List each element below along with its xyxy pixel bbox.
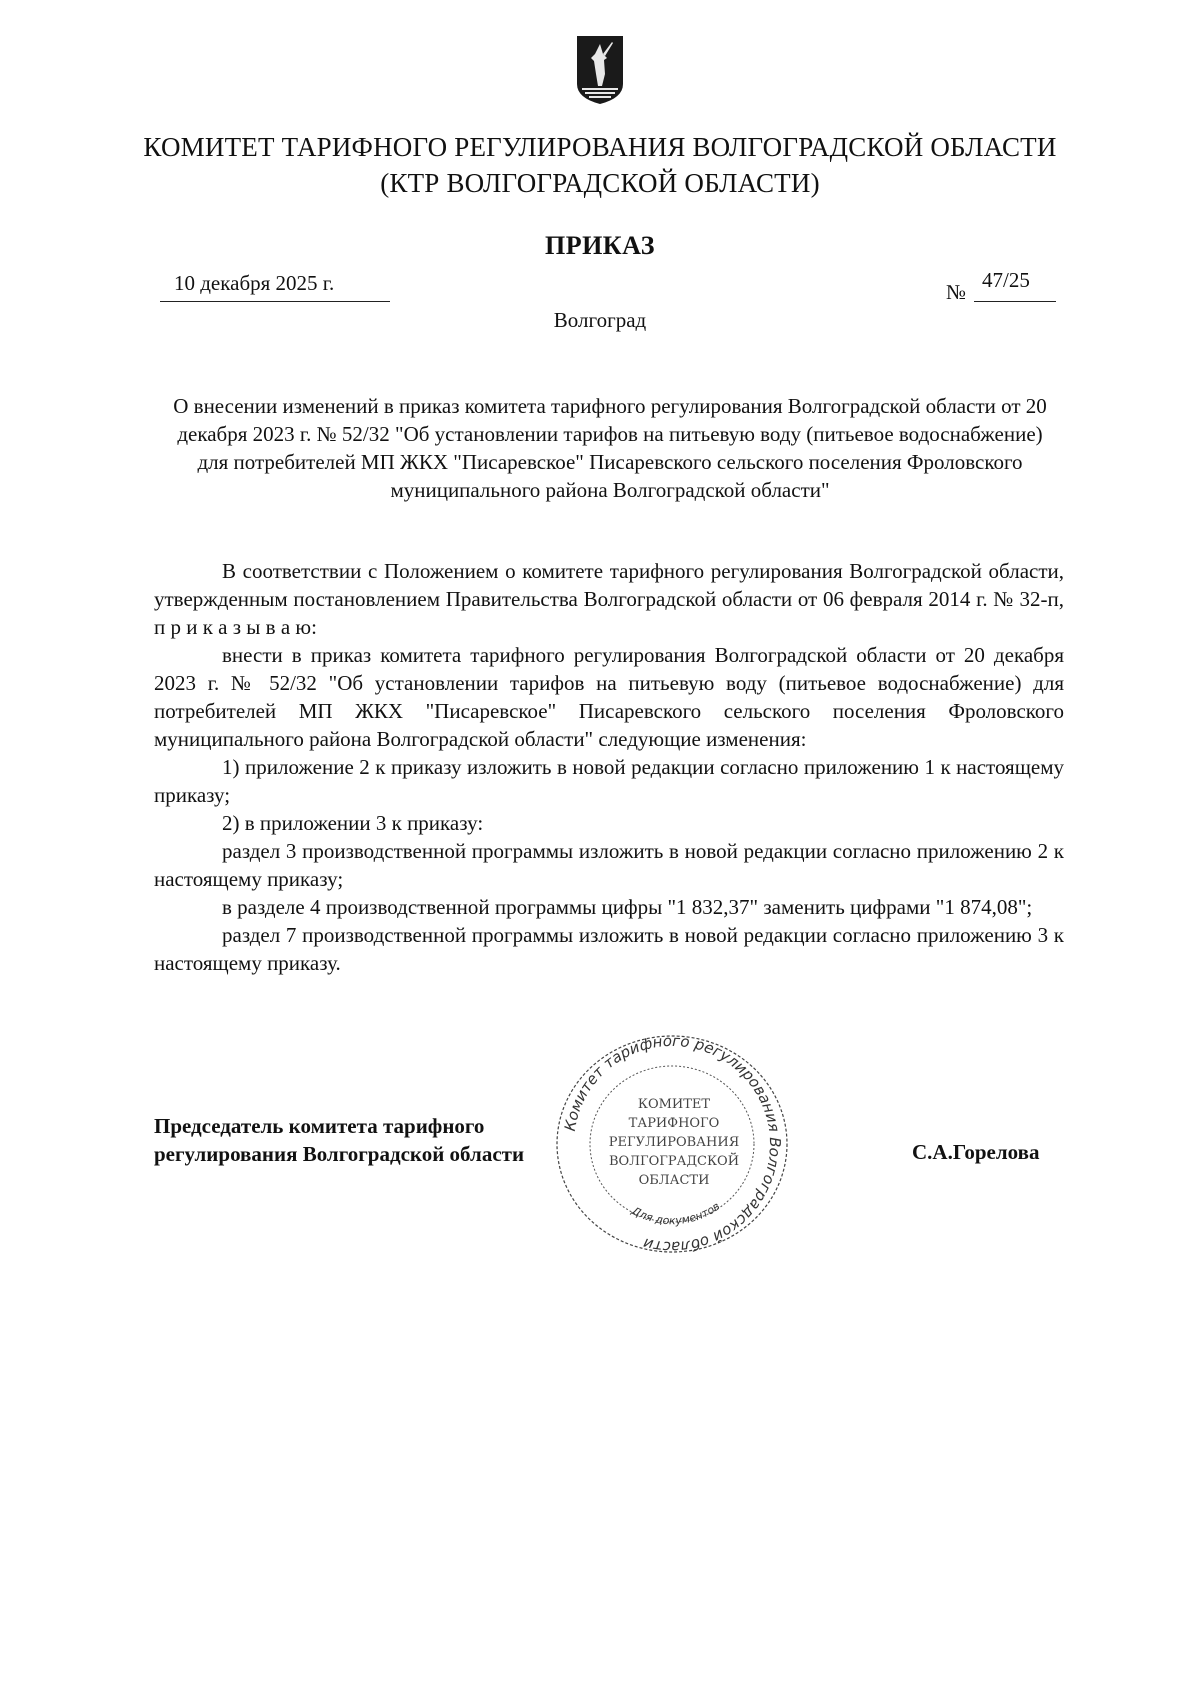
- signatory-name: С.А.Горелова: [912, 1140, 1040, 1164]
- date-underline: [160, 301, 390, 302]
- document-body: [154, 557, 1064, 977]
- signatory-position-line: Председатель комитета тарифного: [154, 1114, 485, 1138]
- document-subject: О внесении изменений в приказ комитета тарифного регулирования Волгоградской области от 20 декабря 2023 г. № 52/32 "Об установлении тарифов на питьевую воду (питьевое водоснабжение) для потребителей МП ЖКХ "Писаревское" Писаревского сельского поселения Фроловского муниципального района Волгоградской области": [173, 394, 1047, 502]
- org-short-name: (КТР ВОЛГОГРАДСКОЙ ОБЛАСТИ): [380, 168, 820, 198]
- body-paragraph: раздел 3 производственной программы изложить в новой редакции согласно приложению 2 к настоящему приказу;: [154, 839, 1064, 891]
- stamp-center-line: ОБЛАСТИ: [638, 1173, 710, 1188]
- signatory-position-line: регулирования Волгоградской области: [154, 1142, 525, 1166]
- official-stamp: [552, 1030, 792, 1258]
- stamp-center-line: РЕГУЛИРОВАНИЯ: [608, 1135, 740, 1150]
- city: Волгоград: [553, 308, 647, 332]
- document-date: 10 декабря 2025 г.: [174, 271, 335, 295]
- body-paragraph: раздел 7 производственной программы изложить в новой редакции согласно приложению 3 к настоящему приказу.: [154, 923, 1064, 975]
- document-type: ПРИКАЗ: [544, 231, 656, 260]
- stamp-outer-text: Комитет тарифного регулирования Волгоградской области: [560, 1031, 785, 1257]
- coat-of-arms-icon: [574, 34, 626, 106]
- body-paragraph: в разделе 4 производственной программы цифры "1 832,37" заменить цифрами "1 874,08";: [222, 895, 1033, 919]
- body-paragraph: 2) в приложении 3 к приказу:: [222, 811, 484, 835]
- svg-text:Для документов: [629, 1200, 723, 1228]
- body-paragraph: 1) приложение 2 к приказу изложить в новой редакции согласно приложению 1 к настоящему приказу;: [154, 755, 1064, 807]
- number-label: №: [946, 280, 967, 304]
- signatory-position: [154, 1112, 524, 1168]
- body-paragraph: В соответствии с Положением о комитете тарифного регулирования Волгоградской области, утвержденным постановлением Правительства Волгоградской области от 06 февраля 2014 г. № 32-п, п р и к а з ы в а ю:: [154, 559, 1064, 639]
- stamp-center-line: ВОЛГОГРАДСКОЙ: [608, 1154, 740, 1169]
- stamp-center-line: КОМИТЕТ: [637, 1097, 711, 1112]
- number-underline: [974, 301, 1056, 302]
- org-name: КОМИТЕТ ТАРИФНОГО РЕГУЛИРОВАНИЯ ВОЛГОГРАДСКОЙ ОБЛАСТИ: [143, 132, 1057, 162]
- document-number: 47/25: [982, 268, 1030, 292]
- body-paragraph: внести в приказ комитета тарифного регулирования Волгоградской области от 20 декабря 2023 г. № 52/32 "Об установлении тарифов на питьевую воду (питьевое водоснабжение) для потребителей МП ЖКХ "Писаревское" Писаревского сельского поселения Фроловского муниципального района Волгоградской области" следующие изменения:: [154, 643, 1064, 751]
- stamp-center-line: ТАРИФНОГО: [628, 1116, 720, 1131]
- stamp-bottom-text: Для документов: [629, 1199, 723, 1228]
